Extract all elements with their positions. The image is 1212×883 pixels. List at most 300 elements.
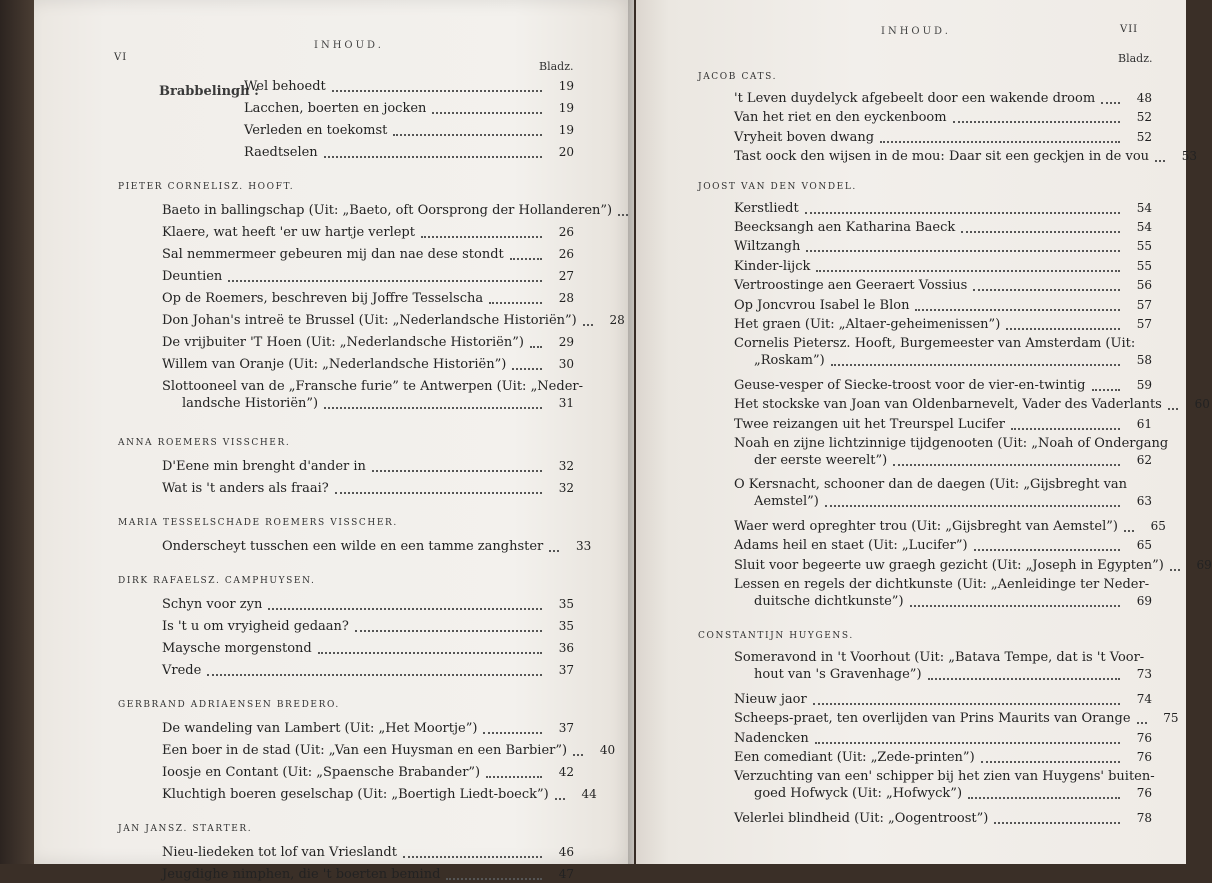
entry-title: Kinder-lijck [734,258,811,274]
entry-title-continued: goed Hofwyck (Uit: „Hofwyck”) [754,786,963,802]
entry-title: Een boer in de stad (Uit: „Van een Huysman en een Barbier”) [162,743,568,758]
entry-page: 76 [1136,750,1152,764]
toc-entry-line [734,396,1210,413]
dot-leader [1155,160,1165,162]
toc-entry [162,202,613,219]
entry-page: 32 [558,481,574,495]
entry-page: 29 [558,335,574,349]
entry-page: 26 [558,225,574,239]
toc-entry [734,258,1152,275]
toc-entry [162,334,574,351]
dot-leader [324,407,542,409]
toc-entry-line [162,866,574,883]
toc-entry-line [734,90,1152,107]
dot-leader [981,761,1120,763]
entry-page: 63 [1136,494,1152,509]
entry-title: Kluchtigh boeren geselschap (Uit: „Boertigh Liedt-boeck”) [162,787,549,802]
toc-entry-line [734,435,1169,452]
entry-title: Willem van Oranje (Uit: „Nederlandsche Historiën”) [162,357,507,372]
toc-entry-line [162,334,574,351]
entry-page: 65 [1150,518,1166,533]
toc-entry [162,458,574,475]
entry-lead: Brabbelingh : [159,84,259,99]
toc-entry [162,224,574,241]
entry-page: 47 [558,867,574,881]
toc-entry [734,148,1198,165]
toc-entry-line [734,129,1152,146]
entry-page: 62 [1136,453,1152,467]
entry-page: 44 [581,787,597,801]
entry-title: Lessen en regels der dichtkunste (Uit: „Aenleidinge ter Neder- [734,577,1150,592]
toc-entry-line [734,768,1155,785]
toc-entry-line [162,764,574,781]
dot-leader [961,231,1120,233]
toc-entry [162,356,574,373]
entry-title: Geuse-vesper of Siecke-troost voor de vier-en-twintig [734,377,1086,393]
toc-entry [734,518,1166,535]
entry-page: 46 [558,845,574,859]
dot-leader [974,549,1120,551]
dot-leader [432,112,542,114]
dot-leader [421,236,542,238]
toc-entry-line [162,596,574,613]
entry-title: Op Joncvrou Isabel le Blon [734,297,910,313]
toc-entry-line [734,666,1152,683]
entry-page: 56 [1136,278,1152,293]
dot-leader [510,258,542,260]
toc-entry [734,109,1152,126]
dot-leader [403,856,542,858]
entry-title: Wel behoedt [244,79,326,94]
toc-entry-line [734,352,1152,369]
dot-leader [806,250,1120,252]
entry-page: 59 [1136,377,1152,392]
toc-entry-line [162,786,597,803]
entry-page: 42 [558,765,574,779]
entry-page: 19 [558,123,574,137]
dot-leader [825,505,1120,507]
entry-page: 33 [575,539,592,553]
dot-leader [910,605,1120,607]
toc-entry [734,396,1210,413]
running-head: INHOUD. [881,26,951,37]
toc-entry [162,866,574,883]
toc-entry [734,730,1152,747]
author-heading: GERBRAND ADRIAENSEN BREDERO. [118,700,340,710]
toc-entry-line [162,378,583,395]
toc-entry-line [162,290,574,307]
entry-page: 55 [1136,239,1152,254]
entry-page: 19 [558,101,574,115]
dot-leader [1168,408,1178,410]
toc-entry [734,416,1152,433]
dot-leader [1006,328,1120,330]
toc-entry [162,290,574,307]
dot-leader [324,156,542,158]
toc-entry-line [734,730,1152,747]
toc-entry [734,749,1152,766]
author-heading: JAN JANSZ. STARTER. [118,824,253,834]
entry-page: 58 [1136,353,1152,368]
entry-title: Op de Roemers, beschreven bij Joffre Tesselscha [162,291,484,306]
entry-title: Tast oock den wijsen in de mou: Daar sit een geckjen in de vou [734,149,1150,165]
author-heading: JACOB CATS. [698,72,778,82]
toc-entry-line [162,618,574,635]
dot-leader [973,289,1120,291]
toc-entry-line [162,395,574,412]
entry-title: Nadencken [734,730,809,746]
entry-page: 60 [1194,397,1210,412]
dot-leader [1124,530,1134,532]
dot-leader [928,678,1120,680]
entry-title: De wandeling van Lambert (Uit: „Het Moortje”) [162,721,478,736]
entry-page: 48 [1136,91,1152,105]
toc-entry-line [734,649,1152,666]
toc-entry-line [734,277,1152,294]
entry-title: Het stockske van Joan van Oldenbarnevelt, Vader des Vaderlants [734,397,1162,413]
entry-page: 74 [1136,691,1152,706]
entry-page: 75 [1163,711,1179,726]
toc-entry [734,129,1152,146]
entry-page: 54 [1136,220,1152,234]
author-heading: ANNA ROEMERS VISSCHER. [118,438,291,448]
entry-title: Onderscheyt tusschen een wilde en een tamme zanghster [162,539,544,554]
toc-entry [734,316,1152,333]
dot-leader [355,630,542,632]
toc-entry [162,312,625,329]
toc-entry-line [734,200,1152,217]
toc-entry [734,200,1152,217]
dot-leader [583,324,593,326]
entry-page: 27 [558,269,574,283]
toc-entry [734,277,1152,294]
dot-leader [393,134,542,136]
toc-entry [162,618,574,635]
entry-title: Van het riet en den eyckenboom [734,110,947,126]
dot-leader [573,754,583,756]
entry-title: Ioosje en Contant (Uit: „Spaensche Brabander”) [162,765,481,780]
entry-title: Sal nemmermeer gebeuren mij dan nae dese stondt [162,247,504,262]
toc-entry-line [162,246,574,263]
entry-title: Baeto in ballingschap (Uit: „Baeto, oft Oorsprong der Hollanderen”) [162,203,613,218]
dot-leader [489,302,542,304]
page-number: VI [114,52,128,63]
toc-entry [162,640,574,657]
entry-page: 26 [558,247,574,261]
toc-entry-line [734,785,1152,802]
entry-page: 37 [558,663,574,677]
entry-page: 40 [599,743,616,757]
toc-entry [162,662,574,679]
dot-leader [1011,428,1120,430]
toc-entry-line [734,691,1152,708]
entry-title: Don Johan's intreë te Brussel (Uit: „Nederlandsche Historiën”) [162,313,577,328]
entry-title: Lacchen, boerten en jocken [244,101,427,116]
toc-entry [244,78,574,95]
dot-leader [1092,389,1120,391]
toc-entry-line [734,335,1152,352]
entry-title: Wat is 't anders als fraai? [162,481,329,496]
toc-entry [734,576,1152,610]
page-number: VII [1120,24,1139,35]
entry-title: Cornelis Pietersz. Hooft, Burgemeester van Amsterdam (Uit: [734,336,1136,352]
toc-entry [734,537,1152,554]
entry-title: De vrijbuiter 'T Hoen (Uit: „Nederlandsche Historiën”) [162,335,524,350]
entry-title: Verzuchting van een' schipper bij het zien van Huygens' buiten- [734,769,1155,785]
toc-entry-line [162,356,574,373]
toc-entry-line [244,78,574,95]
entry-title: Schyn voor zyn [162,597,263,612]
toc-entry [734,768,1155,802]
entry-title: Adams heil en staet (Uit: „Lucifer”) [734,538,968,554]
toc-entry-line [162,538,592,555]
toc-entry-line [734,452,1152,469]
entry-title-continued: duitsche dichtkunste”) [754,594,904,609]
toc-entry [734,90,1152,107]
entry-page: 57 [1136,317,1152,331]
toc-entry [734,297,1152,314]
entry-page: 35 [558,597,574,611]
entry-title: D'Eene min brenght d'ander in [162,459,366,474]
dot-leader [893,464,1120,466]
dot-leader [335,492,542,494]
dot-leader [618,214,628,216]
toc-entry-line [734,749,1152,766]
entry-page: 69 [1196,557,1212,572]
dot-leader [549,550,559,552]
toc-entry-line [734,710,1179,727]
toc-entry-line [734,297,1152,314]
entry-title: Jeugdighe nimphen, die 't boerten bemind [162,867,441,882]
entry-title: Kerstliedt [734,200,799,216]
toc-entry-line [162,640,574,657]
toc-entry-line [734,537,1152,554]
entry-title: Twee reizangen uit het Treurspel Lucifer [734,416,1006,432]
dot-leader [268,608,542,610]
entry-title: Een comediant (Uit: „Zede-printen”) [734,750,975,765]
entry-page: 36 [558,641,574,655]
entry-page: 76 [1136,786,1152,801]
entry-page: 35 [558,619,574,633]
dot-leader [994,822,1120,824]
entry-page: 53 [1181,149,1198,164]
toc-entry-line [162,458,574,475]
toc-entry [162,764,574,781]
toc-entry [162,378,583,412]
entry-title: Maysche morgenstond [162,641,312,656]
toc-entry-line [734,557,1212,574]
toc-entry-line [734,576,1152,593]
toc-entry [734,377,1152,394]
toc-entry-line [162,268,574,285]
entry-title: Waer werd opreghter trou (Uit: „Gijsbreght van Aemstel”) [734,518,1118,534]
entry-page: 54 [1136,200,1152,215]
dot-leader [228,280,542,282]
left-page [34,0,634,882]
toc-entry [162,596,574,613]
entry-page: 76 [1136,730,1152,745]
entry-page: 28 [558,291,574,305]
entry-title: O Kersnacht, schooner dan de daegen (Uit: „Gijsbreght van [734,477,1128,493]
author-heading: CONSTANTIJN HUYGENS. [698,631,854,642]
dot-leader [831,364,1120,366]
toc-entry-line [162,224,574,241]
toc-entry-line [734,518,1166,535]
entry-page: 78 [1136,810,1152,825]
toc-entry [734,476,1152,510]
entry-title: Vertroostinge aen Geeraert Vossius [734,278,968,294]
dot-leader [318,652,542,654]
toc-entry [162,786,597,803]
toc-entry [162,844,574,861]
toc-entry-line [734,476,1152,493]
dot-leader [816,270,1120,272]
entry-title: Scheeps-praet, ten overlijden van Prins Maurits van Orange [734,711,1131,727]
toc-entry [244,100,574,117]
entry-title-continued: hout van 's Gravenhage”) [754,667,922,683]
entry-title: Wiltzangh [734,239,801,255]
toc-entry [734,238,1152,255]
toc-entry [734,810,1152,827]
entry-page: 32 [558,459,574,473]
toc-entry [162,480,574,497]
dot-leader [446,878,542,880]
entry-title-continued: „Roskam”) [754,353,825,369]
author-heading: DIRK RAFAELSZ. CAMPHUYSEN. [118,576,316,586]
entry-title: 't Leven duydelyck afgebeelt door een wakende droom [734,91,1096,106]
entry-title-continued: Aemstel”) [754,494,819,510]
entry-page: 52 [1136,129,1152,144]
toc-entry [244,122,574,139]
dot-leader [880,141,1120,143]
toc-entry [734,710,1179,727]
entry-title: Is 't u om vryigheid gedaan? [162,619,349,634]
toc-entry-line [244,122,574,139]
toc-entry [734,219,1152,236]
bladz-label: Bladz. [1118,52,1153,65]
dot-leader [813,703,1120,705]
bladz-label: Bladz. [539,60,574,73]
dot-leader [486,776,542,778]
toc-entry [734,335,1152,369]
entry-title: Velerlei blindheid (Uit: „Oogentroost”) [734,810,989,826]
entry-page: 65 [1136,538,1152,553]
toc-entry-line [162,202,613,219]
dot-leader [332,90,542,92]
toc-entry [162,720,574,737]
toc-entry [734,649,1152,683]
running-head: INHOUD. [314,40,384,51]
toc-entry [734,435,1169,469]
entry-title: Nieuw jaor [734,691,807,707]
entry-title: Het graen (Uit: „Altaer-geheimenissen”) [734,317,1001,332]
dot-leader [530,346,542,348]
author-heading: MARIA TESSELSCHADE ROEMERS VISSCHER. [118,518,398,528]
dot-leader [512,368,542,370]
entry-page: 61 [1136,416,1152,431]
toc-entry-line [162,480,574,497]
toc-entry [244,144,574,161]
dot-leader [483,732,542,734]
toc-entry [162,268,574,285]
toc-entry-line [162,312,625,329]
toc-entry-line [734,810,1152,827]
entry-title-continued: der eerste weerelt”) [754,453,888,468]
toc-entry-line [162,742,616,759]
dot-leader [372,470,542,472]
toc-entry-line [734,219,1152,236]
toc-entry [162,538,592,555]
author-heading: PIETER CORNELISZ. HOOFT. [118,182,295,192]
dot-leader [815,742,1120,744]
entry-title-continued: landsche Historiën”) [182,396,319,411]
entry-page: 30 [558,357,574,371]
entry-title: Sluit voor begeerte uw graegh gezicht (Uit: „Joseph in Egypten”) [734,557,1164,573]
entry-page: 55 [1136,258,1152,273]
dot-leader [915,309,1120,311]
toc-entry-line [734,148,1198,165]
toc-entry [734,557,1212,574]
author-heading: JOOST VAN DEN VONDEL. [698,181,857,192]
entry-title: Klaere, wat heeft 'er uw hartje verlept [162,225,415,240]
entry-title: Noah en zijne lichtzinnige tijdgenooten (Uit: „Noah of Ondergang [734,436,1169,451]
right-page [636,0,1212,864]
entry-page: 19 [558,79,574,93]
toc-entry-line [162,844,574,861]
entry-page: 20 [558,145,574,159]
entry-page: 52 [1136,110,1152,125]
dot-leader [1170,569,1180,571]
toc-entry [162,246,574,263]
toc-entry-line [734,377,1152,394]
entry-page: 28 [609,313,625,327]
dot-leader [1137,722,1147,724]
dot-leader [968,797,1120,799]
dot-leader [207,674,542,676]
entry-title: Raedtselen [244,145,318,160]
toc-entry-line [244,100,574,117]
entry-title: Vrede [162,663,202,678]
entry-page: 57 [1136,297,1152,312]
entry-title: Deuntien [162,269,223,284]
dot-leader [555,798,565,800]
entry-page: 37 [558,721,574,735]
toc-entry [734,691,1152,708]
toc-entry-line [734,593,1152,610]
toc-entry-line [244,144,574,161]
toc-entry-line [162,720,574,737]
entry-title: Beecksangh aen Katharina Baeck [734,220,956,235]
entry-page: 31 [558,396,574,410]
toc-entry-line [734,109,1152,126]
toc-entry-line [734,238,1152,255]
dot-leader [953,121,1120,123]
entry-title: Verleden en toekomst [244,123,388,138]
entry-title: Someravond in 't Voorhout (Uit: „Batava Tempe, dat is 't Voor- [734,650,1145,666]
entry-title: Slottooneel van de „Fransche furie” te Antwerpen (Uit: „Neder- [162,379,583,394]
entry-title: Vryheit boven dwang [734,129,875,145]
dot-leader [805,212,1120,214]
toc-entry-line [734,258,1152,275]
toc-entry-line [734,416,1152,433]
toc-entry [162,742,616,759]
entry-title: Nieu-liedeken tot lof van Vrieslandt [162,845,397,860]
toc-entry-line [734,316,1152,333]
entry-page: 73 [1136,667,1152,682]
book-cover-edge [0,0,34,864]
dot-leader [1101,102,1120,104]
entry-page: 69 [1136,594,1152,608]
